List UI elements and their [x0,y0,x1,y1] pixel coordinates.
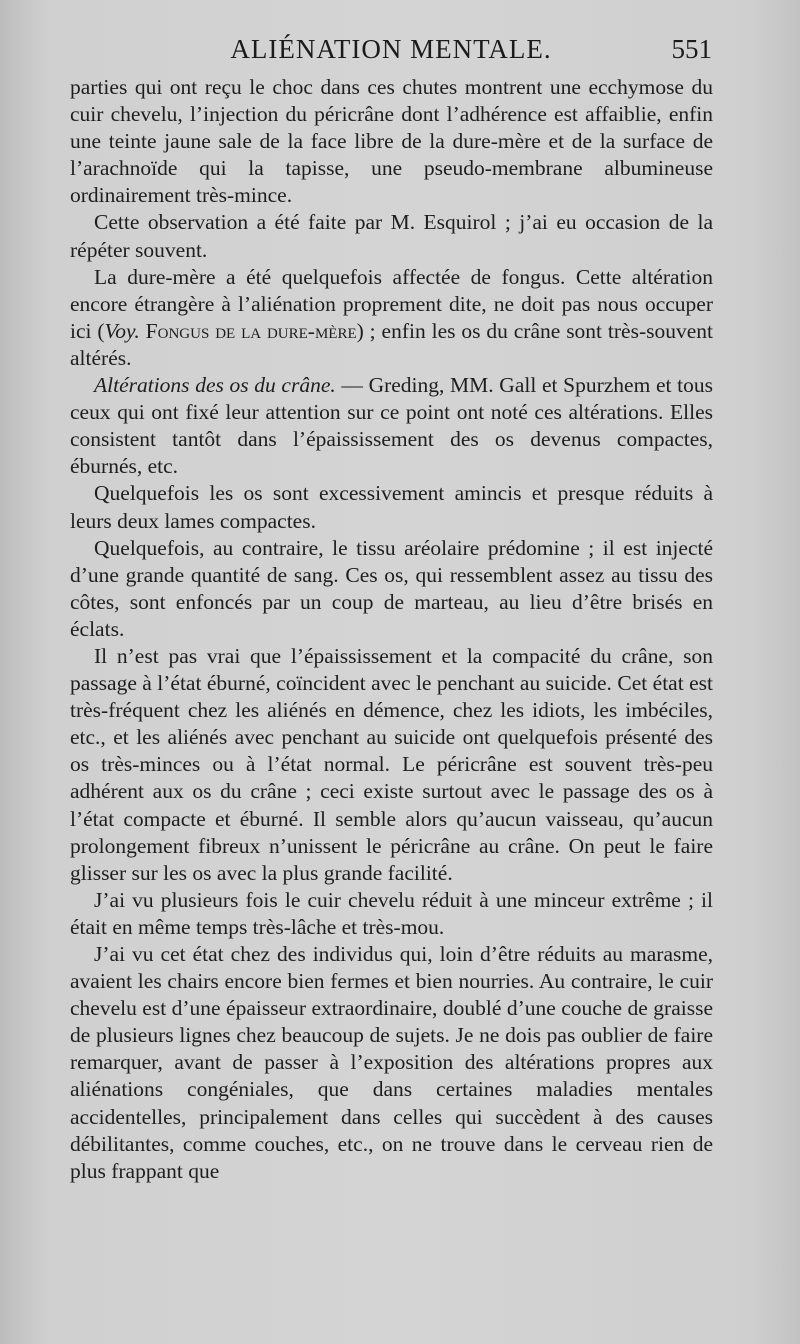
paragraph-os-amincis: Quelquefois les os sont excessivement amincis et presque réduits à leurs deux lames compactes. [70,481,713,533]
voy-abbreviation: Voy. [104,318,140,343]
paragraph-cuir-chevelu-epaisseur: J’ai vu cet état chez des individus qui, loin d’être réduits au marasme, avaient les chairs encore bien fermes et bien nourries. Au contraire, le cuir chevelu est d’une épaisseur extraordinaire, doublé d’une couche de graisse de plusieurs lignes chez beaucoup de sujets. Je ne dois pas oublier de faire remarquer, avant de passer à l’exposition des altérations propres aux aliénations congéniales, que dans certaines maladies mentales accidentelles, principalement dans celles qui succèdent à des causes débilitantes, comme couches, etc., on ne trouve dans le cerveau rien de plus frappant que [70,942,713,1183]
running-head [70,34,712,70]
paragraph-cuir-chevelu-minceur: J’ai vu plusieurs fois le cuir chevelu réduit à une minceur extrême ; il était en même temps très-lâche et très-mou. [70,887,713,939]
fongus-text-before: La dure-mère a été quelquefois affectée de fongus. Cette altération encore étrangère à l’aliénation proprement dite, ne doit pas nous occuper ici ( [70,264,713,343]
page-number: 551 [671,34,712,64]
cross-reference-fongus: Fongus de la dure-mère [145,318,357,343]
fongus-text-after: ) ; enfin les os du crâne sont très-souvent altérés. [70,318,714,370]
paragraph-dure-mere-fongus [70,264,713,372]
alterations-text: — Greding, MM. Gall et Spurzhem et tous ceux qui ont fixé leur attention sur ce point ont noté ces altérations. Elles consistent tantôt dans l’épaississement des os devenus compactes, éburnés, etc. [70,373,713,479]
paragraph-esquirol-observation: Cette observation a été faite par M. Esquirol ; j’ai eu occasion de la répéter souvent. [70,210,713,262]
section-heading-alterations: Altérations des os du crâne. [94,373,336,398]
paragraph-tissu-areolaire: Quelquefois, au contraire, le tissu aréolaire prédomine ; il est injecté d’une grande quantité de sang. Ces os, qui ressemblent assez au tissu des côtes, sont enfoncés par un coup de marteau, au lieu d’être brisés en éclats. [70,535,713,641]
paragraph-epaississement-suicide: Il n’est pas vrai que l’épaississement et la compacité du crâne, son passage à l’état éburné, coïncident avec le penchant au suicide. Cet état est très-fréquent chez les aliénés en démence, chez les idiots, les imbéciles, etc., et les aliénés avec penchant au suicide ont quelquefois présenté des os très-minces ou à l’état normal. Le péricrâne est souvent très-peu adhérent aux os du crâne ; ceci existe surtout avec le passage des os à l’état compacte et éburné. Il semble alors qu’aucun vaisseau, qu’aucun prolongement fibreux n’unissent le péricrâne au crâne. On peut le faire glisser sur les os avec la plus grande facilité. [70,643,713,885]
paragraph-alterations-crane [70,372,713,480]
paragraph-continuation: parties qui ont reçu le choc dans ces chutes montrent une ecchymose du cuir chevelu, l’injection du péricrâne dont l’adhérence est affaiblie, enfin une teinte jaune sale de la face libre de la dure-mère et de la surface de l’arachnoïde qui la tapisse, une pseudo-membrane albumineuse ordinairement très-mince. [70,75,713,208]
running-title: ALIÉNATION MENTALE. [230,34,552,64]
body-text [70,74,713,1185]
